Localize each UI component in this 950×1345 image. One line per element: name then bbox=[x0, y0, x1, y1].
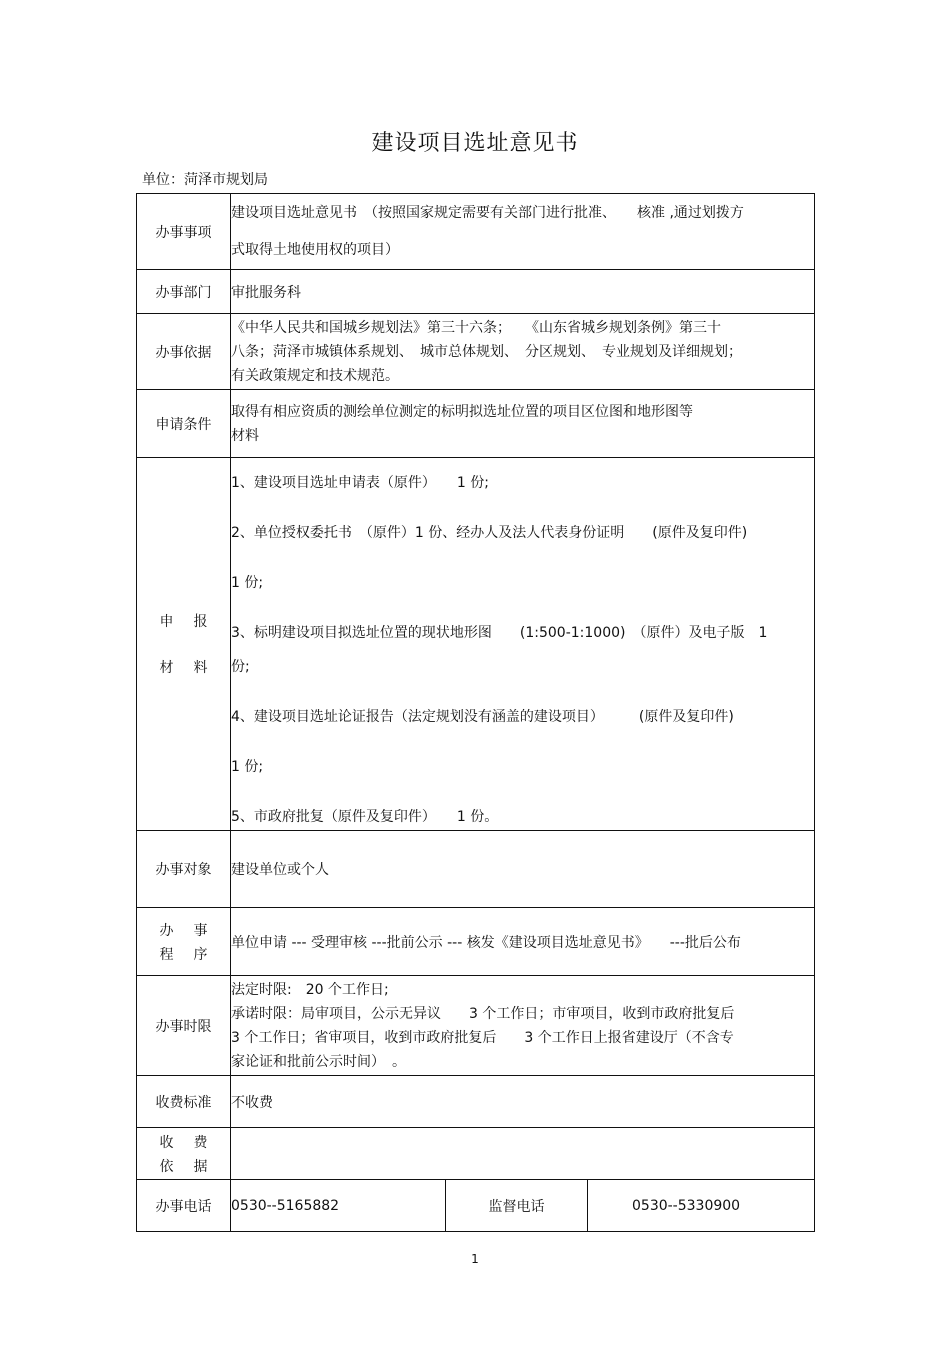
fee-label: 收费标准 bbox=[137, 1076, 231, 1128]
materials-item: 1 份; bbox=[231, 759, 264, 775]
fee-basis-label-char: 依 bbox=[159, 1158, 174, 1175]
materials-label-top bbox=[160, 611, 208, 631]
row-department bbox=[137, 270, 815, 314]
materials-item: 3、标明建设项目拟选址位置的现状地形图 (1:500-1:1000) （原件）及电子版 1 bbox=[231, 625, 768, 641]
procedure-label-char: 事 bbox=[193, 922, 208, 939]
matter-line: 建设项目选址意见书 （按照国家规定需要有关部门进行批准、 核准 ,通过划拨方 bbox=[231, 204, 744, 221]
fee-basis-label-char: 费 bbox=[193, 1134, 208, 1151]
fee-basis-label-bottom bbox=[160, 1156, 208, 1176]
supervise-phone-label: 监督电话 bbox=[446, 1180, 588, 1232]
fee-basis-label bbox=[137, 1128, 231, 1180]
materials-item: 4、建设项目选址论证报告（法定规划没有涵盖的建设项目） (原件及复印件) bbox=[231, 709, 734, 725]
materials-item: 1、建设项目选址申请表（原件） 1 份; bbox=[231, 475, 489, 491]
time-limit-line: 家论证和批前公示时间） 。 bbox=[231, 1053, 406, 1070]
time-limit-value bbox=[231, 976, 815, 1076]
materials-item: 2、单位授权委托书 （原件）1 份、经办人及法人代表身份证明 (原件及复印件) bbox=[231, 525, 748, 541]
target-label: 办事对象 bbox=[137, 831, 231, 908]
matter-label: 办事事项 bbox=[137, 194, 231, 270]
basis-line: 《中华人民共和国城乡规划法》第三十六条； 《山东省城乡规划条例》第三十 bbox=[231, 319, 721, 336]
service-info-table bbox=[136, 193, 815, 1232]
department-label: 办事部门 bbox=[137, 270, 231, 314]
materials-label-bottom bbox=[160, 657, 208, 677]
fee-basis-label-char: 据 bbox=[193, 1158, 208, 1175]
time-limit-label: 办事时限 bbox=[137, 976, 231, 1076]
procedure-label-top bbox=[160, 920, 208, 940]
basis-label: 办事依据 bbox=[137, 314, 231, 390]
supervise-phone-value: 0530--5330900 bbox=[588, 1180, 815, 1232]
row-basis bbox=[137, 314, 815, 390]
issuing-unit: 单位：菏泽市规划局 bbox=[142, 172, 268, 188]
materials-item: 份; bbox=[231, 659, 250, 675]
basis-line: 有关政策规定和技术规范。 bbox=[231, 367, 399, 384]
row-conditions bbox=[137, 390, 815, 458]
row-time-limit bbox=[137, 976, 815, 1076]
materials-label-char: 申 bbox=[159, 614, 174, 630]
materials-label bbox=[137, 458, 231, 831]
basis-line: 八条；菏泽市城镇体系规划、 城市总体规划、 分区规划、 专业规划及详细规划； bbox=[231, 343, 742, 360]
materials-label-char: 料 bbox=[193, 660, 208, 676]
materials-label-char: 材 bbox=[159, 660, 174, 676]
fee-value: 不收费 bbox=[231, 1076, 815, 1128]
procedure-label bbox=[137, 908, 231, 976]
procedure-label-char: 程 bbox=[159, 946, 174, 963]
procedure-value: 单位申请 --- 受理审核 ---批前公示 --- 核发《建设项目选址意见书》 ---批后公布 bbox=[231, 908, 815, 976]
row-materials bbox=[137, 458, 815, 831]
basis-value bbox=[231, 314, 815, 390]
time-limit-line: 承诺时限：局审项目，公示无异议 3 个工作日；市审项目，收到市政府批复后 bbox=[231, 1005, 735, 1022]
time-limit-line: 3 个工作日；省审项目，收到市政府批复后 3 个工作日上报省建设厅（不含专 bbox=[231, 1029, 734, 1046]
conditions-line: 材料 bbox=[231, 427, 259, 444]
row-fee-basis bbox=[137, 1128, 815, 1180]
conditions-label: 申请条件 bbox=[137, 390, 231, 458]
fee-basis-label-char: 收 bbox=[159, 1134, 174, 1151]
materials-list bbox=[231, 458, 815, 831]
time-limit-line: 法定时限: 20 个工作日; bbox=[231, 981, 389, 998]
procedure-label-char: 办 bbox=[159, 922, 174, 939]
row-fee bbox=[137, 1076, 815, 1128]
procedure-label-bottom bbox=[160, 944, 208, 964]
row-matter bbox=[137, 194, 815, 270]
page-number: 1 bbox=[471, 1252, 479, 1266]
conditions-value bbox=[231, 390, 815, 458]
conditions-line: 取得有相应资质的测绘单位测定的标明拟选址位置的项目区位图和地形图等 bbox=[231, 403, 693, 420]
department-value: 审批服务科 bbox=[231, 270, 815, 314]
phone-label: 办事电话 bbox=[137, 1180, 231, 1232]
fee-basis-label-top bbox=[160, 1132, 208, 1152]
document-title: 建设项目选址意见书 bbox=[371, 131, 579, 156]
row-procedure bbox=[137, 908, 815, 976]
target-value: 建设单位或个人 bbox=[231, 831, 815, 908]
fee-basis-value bbox=[231, 1128, 815, 1180]
procedure-label-char: 序 bbox=[193, 946, 208, 963]
materials-item: 5、市政府批复（原件及复印件） 1 份。 bbox=[231, 809, 499, 825]
matter-value bbox=[231, 194, 815, 270]
row-target bbox=[137, 831, 815, 908]
phone-value: 0530--5165882 bbox=[231, 1180, 446, 1232]
materials-label-char: 报 bbox=[193, 614, 208, 630]
materials-item: 1 份; bbox=[231, 575, 264, 591]
row-phone bbox=[137, 1180, 815, 1232]
matter-line: 式取得土地使用权的项目） bbox=[231, 241, 399, 258]
